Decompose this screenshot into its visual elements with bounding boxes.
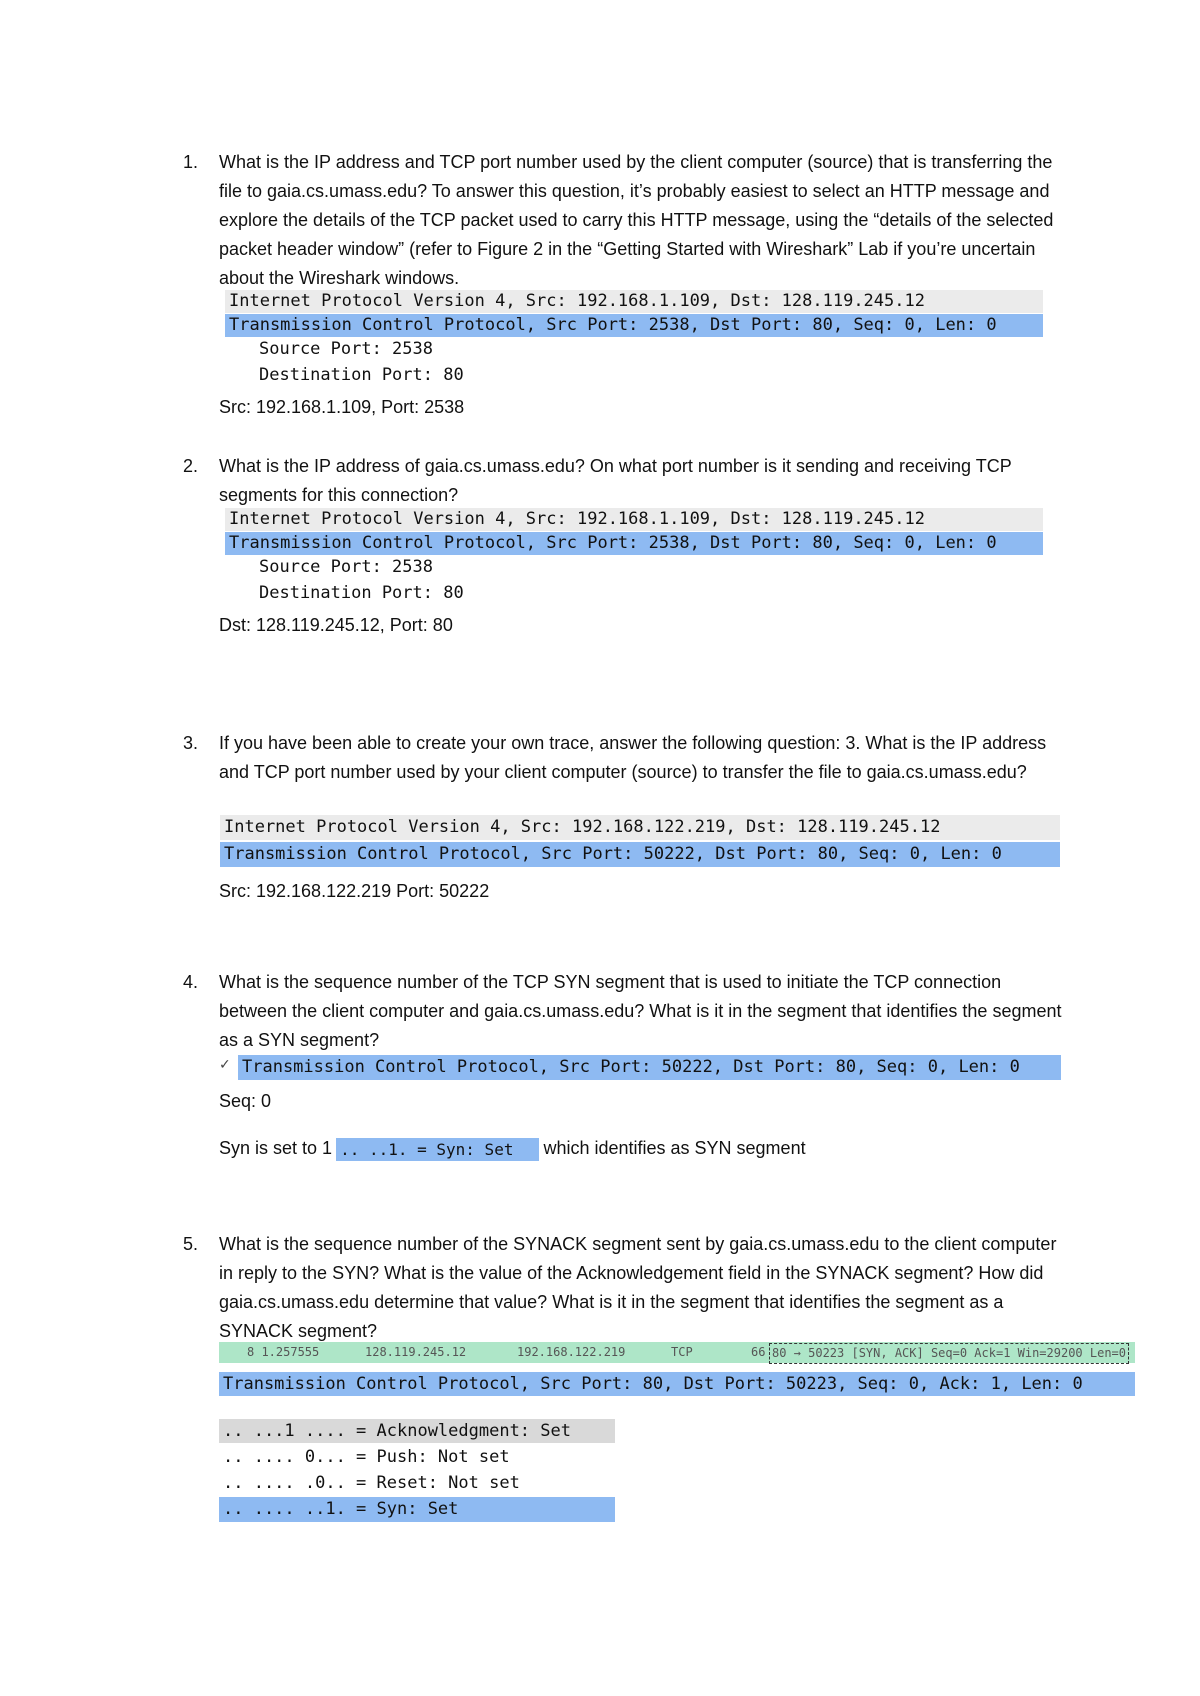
wireshark-dst-port-row: Destination Port: 80: [259, 583, 464, 603]
wireshark-src-port-row: Source Port: 2538: [259, 339, 433, 359]
packet-src: 128.119.245.12: [365, 1345, 467, 1359]
question-text: If you have been able to create your own trace, answer the following question: 3. What is the IP address and TCP port number used by your client computer (source) to transfer the file to gaia.cs.umass.edu?: [219, 733, 1047, 782]
packet-dst: 192.168.122.219: [517, 1345, 626, 1359]
wireshark-ip-row: Internet Protocol Version 4, Src: 192.168.1.109, Dst: 128.119.245.12: [225, 290, 1043, 313]
packet-no-time: 8 1.257555: [247, 1345, 320, 1359]
question-number: 5.: [183, 1234, 199, 1254]
wireshark-tcp-row: Transmission Control Protocol, Src Port: 80, Dst Port: 50223, Seq: 0, Ack: 1, Len: 0: [219, 1372, 1135, 1396]
answer-2: Dst: 128.119.245.12, Port: 80: [219, 615, 453, 635]
question-number: 3.: [183, 733, 199, 753]
question-number: 2.: [183, 456, 199, 476]
flag-syn-row: .. .... ..1. = Syn: Set: [219, 1497, 615, 1522]
question-1: [183, 148, 1063, 293]
flag-ack-row: .. ...1 .... = Acknowledgment: Set: [219, 1419, 615, 1443]
question-text: What is the IP address and TCP port number used by the client computer (source) that is transferring the file to gaia.cs.umass.edu? To answer this question, it’s probably easiest to select an HTTP message and explore the details of the TCP packet used to carry this HTTP message, using the “details of the selected packet header window” (refer to Figure 2 in the “Getting Started with Wireshark” Lab if you’re uncertain about the Wireshark windows.: [219, 152, 1054, 288]
flag-reset-row: .. .... .0.. = Reset: Not set: [223, 1473, 520, 1493]
wireshark-tcp-row: Transmission Control Protocol, Src Port: 50222, Dst Port: 80, Seq: 0, Len: 0: [238, 1055, 1061, 1080]
question-text: What is the sequence number of the TCP SYN segment that is used to initiate the TCP connection between the client computer and gaia.cs.umass.edu? What is it in the segment that identifies the segment as a SYN segment?: [219, 972, 1062, 1050]
packet-proto: TCP: [671, 1345, 693, 1359]
wireshark-tcp-row: Transmission Control Protocol, Src Port: 2538, Dst Port: 80, Seq: 0, Len: 0: [225, 314, 1043, 337]
syn-prefix: Syn is set to 1: [219, 1138, 333, 1158]
syn-suffix: which identifies as SYN segment: [543, 1138, 806, 1158]
question-text: What is the sequence number of the SYNACK segment sent by gaia.cs.umass.edu to the client computer in reply to the SYN? What is the value of the Acknowledgement field in the SYNACK segment? How did gaia.cs.umass.edu determine that value? What is it in the segment that identifies the segment as a SYNACK segment?: [219, 1234, 1057, 1341]
answer-1: Src: 192.168.1.109, Port: 2538: [219, 397, 465, 417]
flag-push-row: .. .... 0... = Push: Not set: [223, 1447, 510, 1467]
packet-info: 80 → 50223 [SYN, ACK] Seq=0 Ack=1 Win=29200 Len=0: [769, 1343, 1129, 1364]
question-number: 4.: [183, 972, 199, 992]
question-5: [183, 1230, 1063, 1346]
wireshark-src-port-row: Source Port: 2538: [259, 557, 433, 577]
answer-4-syn: [219, 1135, 806, 1161]
answer-3: Src: 192.168.122.219 Port: 50222: [219, 881, 490, 901]
question-3: [183, 729, 1063, 787]
answer-4-seq: Seq: 0: [219, 1091, 272, 1111]
question-text: What is the IP address of gaia.cs.umass.edu? On what port number is it sending and receiving TCP segments for this connection?: [219, 456, 1012, 505]
packet-list-row[interactable]: [219, 1342, 1135, 1363]
question-2: [183, 452, 1063, 510]
wireshark-tcp-row: Transmission Control Protocol, Src Port: 2538, Dst Port: 80, Seq: 0, Len: 0: [225, 532, 1043, 555]
question-4: [183, 968, 1063, 1055]
expand-caret-icon[interactable]: ✓: [219, 1056, 231, 1072]
wireshark-tcp-row: Transmission Control Protocol, Src Port: 50222, Dst Port: 80, Seq: 0, Len: 0: [220, 842, 1060, 867]
question-number: 1.: [183, 152, 199, 172]
wireshark-ip-row: Internet Protocol Version 4, Src: 192.168.1.109, Dst: 128.119.245.12: [225, 508, 1043, 531]
syn-flag-box: .. ..1. = Syn: Set: [336, 1138, 539, 1161]
wireshark-dst-port-row: Destination Port: 80: [259, 365, 464, 385]
wireshark-ip-row: Internet Protocol Version 4, Src: 192.168.122.219, Dst: 128.119.245.12: [220, 815, 1060, 840]
packet-len: 66: [751, 1345, 766, 1359]
